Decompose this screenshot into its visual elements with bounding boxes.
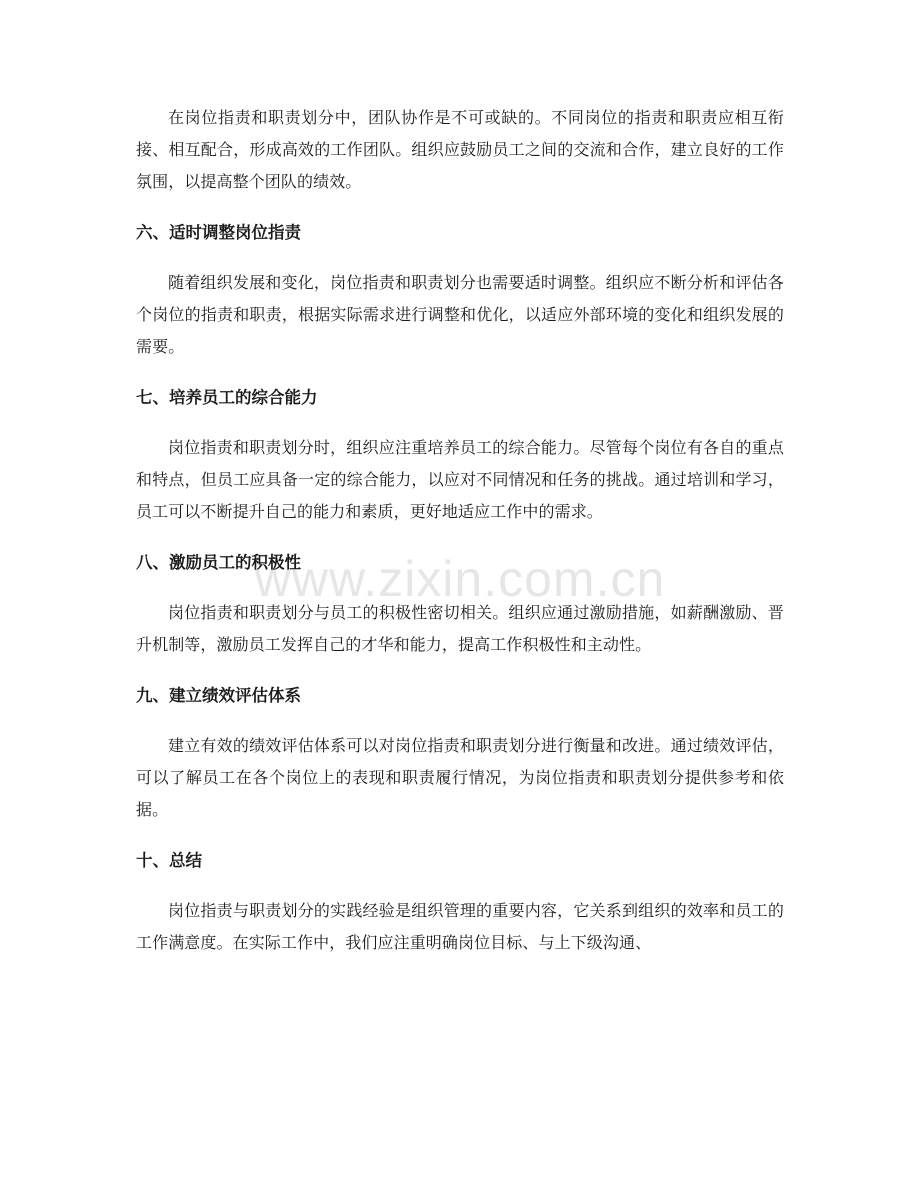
section-heading-10: 十、总结 xyxy=(136,851,202,870)
section-body-10: 岗位指责与职责划分的实践经验是组织管理的重要内容，它关系到组织的效率和员工的工作满意度。在实际工作中，我们应注重明确岗位目标、与上下级沟通、 xyxy=(136,901,784,952)
section-heading-9: 九、建立绩效评估体系 xyxy=(136,686,301,705)
section-heading-6: 六、适时调整岗位指责 xyxy=(136,223,301,242)
section-body-6: 随着组织发展和变化，岗位指责和职责划分也需要适时调整。组织应不断分析和评估各个岗位的指责和职责，根据实际需求进行调整和优化，以适应外部环境的变化和组织发展的需要。 xyxy=(136,273,784,356)
section-body-7: 岗位指责和职责划分时，组织应注重培养员工的综合能力。尽管每个岗位有各自的重点和特点，但员工应具备一定的综合能力，以应对不同情况和任务的挑战。通过培训和学习，员工可以不断提升自己的能力和素质，更好地适应工作中的需求。 xyxy=(136,438,784,521)
document-body xyxy=(136,102,784,959)
section-body-8: 岗位指责和职责划分与员工的积极性密切相关。组织应通过激励措施，如薪酬激励、晋升机制等，激励员工发挥自己的才华和能力，提高工作积极性和主动性。 xyxy=(136,603,784,654)
section-body-9: 建立有效的绩效评估体系可以对岗位指责和职责划分进行衡量和改进。通过绩效评估，可以了解员工在各个岗位上的表现和职责履行情况，为岗位指责和职责划分提供参考和依据。 xyxy=(136,736,784,819)
section-heading-7: 七、培养员工的综合能力 xyxy=(136,388,318,407)
watermark: www.zixin.com.cn xyxy=(254,551,666,607)
section-heading-8: 八、激励员工的积极性 xyxy=(136,553,301,572)
intro-paragraph: 在岗位指责和职责划分中，团队协作是不可或缺的。不同岗位的指责和职责应相互衔接、相互配合，形成高效的工作团队。组织应鼓励员工之间的交流和合作，建立良好的工作氛围，以提高整个团队的绩效。 xyxy=(136,108,784,191)
